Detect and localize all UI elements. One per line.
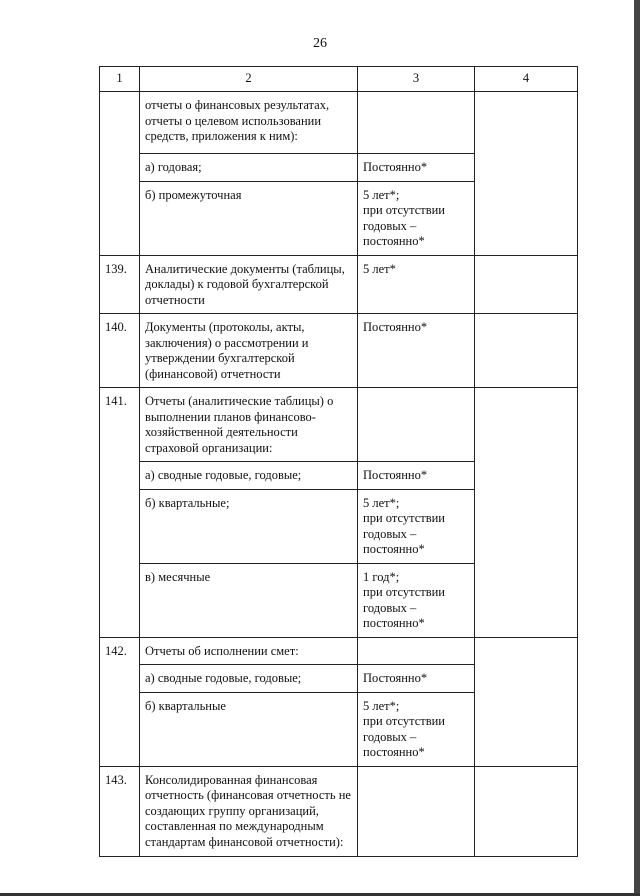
row-period <box>358 637 475 665</box>
row-number: 139. <box>100 255 140 314</box>
row-period: 5 лет*; при отсутствии годовых – постоянно* <box>358 489 475 563</box>
scan-edge-right <box>634 0 640 896</box>
retention-table <box>99 66 578 857</box>
header-cell: 2 <box>140 67 358 92</box>
row-title: Консолидированная финансовая отчетность (финансовая отчетность не создающих группу организаций, составленная по международным стандартам финансовой отчетности): <box>140 766 358 856</box>
row-notes <box>475 766 578 856</box>
row-title: Отчеты (аналитические таблицы) о выполнении планов финансово- хозяйственной деятельности страховой организации: <box>140 388 358 462</box>
row-title: б) квартальные; <box>140 489 358 563</box>
table-header-row <box>100 67 578 92</box>
row-number: 142. <box>100 637 140 766</box>
row-period: 5 лет*; при отсутствии годовых – постоянно* <box>358 181 475 255</box>
row-title: отчеты о финансовых результатах, отчеты о целевом использовании средств, приложения к ним): <box>140 92 358 154</box>
row-period: 5 лет*; при отсутствии годовых – постоянно* <box>358 692 475 766</box>
row-notes <box>475 314 578 388</box>
row-number <box>100 92 140 256</box>
row-period: Постоянно* <box>358 462 475 490</box>
header-cell: 4 <box>475 67 578 92</box>
row-period: 5 лет* <box>358 255 475 314</box>
table-row <box>100 388 578 462</box>
row-period <box>358 92 475 154</box>
row-title: в) месячные <box>140 563 358 637</box>
row-title: Аналитические документы (таблицы, доклады) к годовой бухгалтерской отчетности <box>140 255 358 314</box>
row-period: Постоянно* <box>358 314 475 388</box>
table-row <box>100 637 578 665</box>
row-title: а) сводные годовые, годовые; <box>140 462 358 490</box>
header-cell: 3 <box>358 67 475 92</box>
page-number: 26 <box>313 36 327 51</box>
row-title: Документы (протоколы, акты, заключения) о рассмотрении и утверждении бухгалтерской (финансовой) отчетности <box>140 314 358 388</box>
row-period <box>358 766 475 856</box>
row-notes <box>475 388 578 638</box>
row-number: 141. <box>100 388 140 638</box>
table-row <box>100 766 578 856</box>
row-number: 140. <box>100 314 140 388</box>
table-row <box>100 255 578 314</box>
row-title: б) промежуточная <box>140 181 358 255</box>
row-notes <box>475 637 578 766</box>
row-notes <box>475 255 578 314</box>
row-period <box>358 388 475 462</box>
row-period: Постоянно* <box>358 665 475 693</box>
header-cell: 1 <box>100 67 140 92</box>
row-title: Отчеты об исполнении смет: <box>140 637 358 665</box>
row-period: Постоянно* <box>358 154 475 182</box>
table-row <box>100 314 578 388</box>
row-title: а) годовая; <box>140 154 358 182</box>
row-title: б) квартальные <box>140 692 358 766</box>
table-row <box>100 92 578 154</box>
row-number: 143. <box>100 766 140 856</box>
row-period: 1 год*; при отсутствии годовых – постоянно* <box>358 563 475 637</box>
row-title: а) сводные годовые, годовые; <box>140 665 358 693</box>
row-notes <box>475 92 578 256</box>
